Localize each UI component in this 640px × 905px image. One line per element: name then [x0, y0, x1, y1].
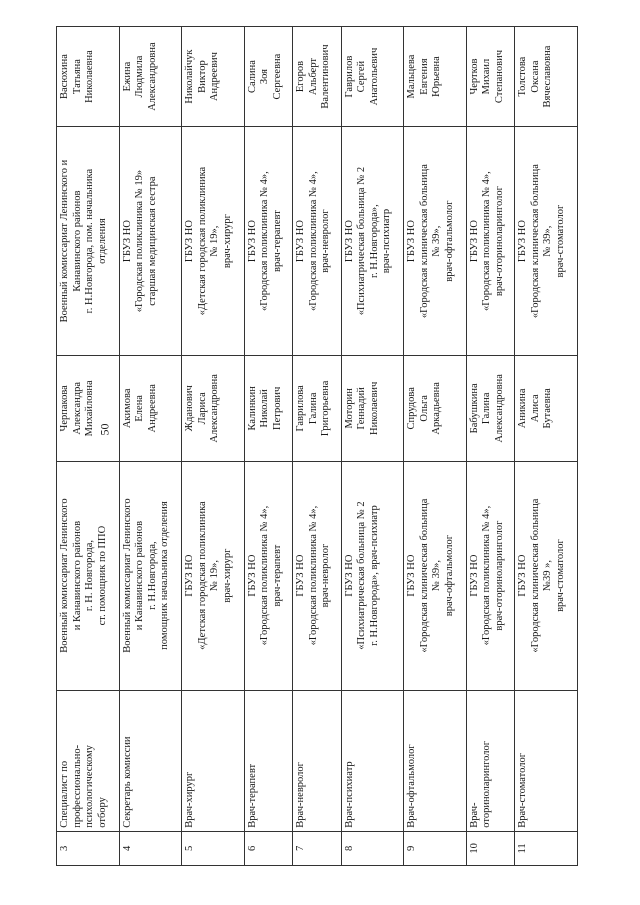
member-name-cell — [244, 356, 292, 462]
member-name-cell — [404, 356, 467, 462]
row-number: 8 — [341, 831, 404, 865]
reserve-organization-cell — [466, 127, 514, 356]
cell-line: ГБУЗ НО — [517, 220, 529, 263]
cell-line: врач-невролог — [320, 209, 332, 273]
cell-line: Акимова — [121, 388, 133, 429]
cell-line: оториноларинголог — [481, 740, 493, 828]
table-row — [182, 27, 245, 866]
cell-line: Гаврилова — [295, 385, 307, 432]
cell-line: врач-терапевт — [271, 210, 283, 272]
cell-line: Степанович — [493, 50, 505, 104]
cell-line: Анатольевич — [368, 47, 380, 106]
cell-line: ГБУЗ НО — [295, 220, 307, 263]
cell-line: Михаил — [481, 58, 493, 95]
cell-line: Александровна — [209, 374, 221, 443]
cell-line: отбору — [96, 797, 108, 828]
position-cell — [293, 690, 341, 831]
cell-line: Елена — [134, 395, 146, 422]
cell-line: врач-офтальмолог — [443, 200, 455, 282]
organization-cell — [57, 461, 120, 690]
cell-line: старшая медицинская сестра — [146, 176, 158, 306]
cell-line: врач-стоматолог — [554, 539, 566, 612]
row-number: 7 — [293, 831, 341, 865]
cell-line: Александровна — [146, 42, 158, 111]
table-row — [119, 27, 182, 866]
cell-line: Юрьевна — [431, 56, 443, 97]
position-cell — [119, 690, 182, 831]
row-number: 4 — [119, 831, 182, 865]
organization-cell — [466, 461, 514, 690]
cell-line: Ежина — [121, 61, 133, 92]
cell-line: Мальцева — [406, 54, 418, 99]
cell-line: ГБУЗ НО — [343, 220, 355, 263]
reserve-organization-cell — [341, 127, 404, 356]
member-name-cell — [57, 356, 120, 462]
cell-line: Зоя — [259, 68, 271, 85]
cell-line: Военный комиссариат Ленинского и — [59, 159, 70, 323]
cell-line: Врач-психиатр — [343, 761, 355, 828]
member-name-cell — [182, 356, 245, 462]
row-number: 5 — [182, 831, 245, 865]
cell-line: ГБУЗ НО — [246, 220, 258, 263]
reserve-name-cell — [244, 27, 292, 127]
cell-line: «Психиатрическая больница № 2 — [356, 501, 368, 650]
cell-line: Александра — [71, 382, 83, 435]
cell-line: Васюхина — [59, 54, 70, 100]
organization-cell — [244, 461, 292, 690]
table-row — [57, 27, 120, 866]
organization-cell — [293, 461, 341, 690]
position-cell — [244, 690, 292, 831]
cell-line: «Городская клиническая больница — [529, 164, 541, 319]
cell-line: Лариса — [196, 392, 208, 425]
cell-line: г. Н. Новгорода, — [84, 540, 95, 612]
organization-cell — [404, 461, 467, 690]
row-number: 3 — [57, 831, 120, 865]
cell-line: «Психиатрическая больница № 2 — [356, 166, 368, 316]
reserve-organization-cell — [515, 127, 578, 356]
cell-line: Алиса — [529, 394, 541, 423]
cell-line: Врач-хирург — [184, 771, 196, 828]
cell-line: ст. помощник по ППО — [96, 525, 108, 626]
cell-line: врач-офтальмолог — [443, 534, 455, 617]
cell-line: ГБУЗ НО — [468, 220, 480, 263]
cell-line: и Канавинского районов — [134, 520, 146, 631]
cell-line: Врач-стоматолог — [517, 752, 529, 828]
cell-line: психологическому — [84, 745, 95, 828]
page-number: 50 — [97, 423, 112, 436]
cell-line: ГБУЗ НО — [184, 220, 196, 263]
cell-line: Гаврилов — [343, 55, 355, 98]
cell-line: врач-невролог — [320, 543, 332, 608]
table-row — [466, 27, 514, 866]
cell-line: № 39», — [431, 225, 443, 257]
reserve-name-cell — [466, 27, 514, 127]
cell-line: Моторин — [343, 388, 355, 429]
reserve-name-cell — [293, 27, 341, 127]
reserve-organization-cell — [182, 127, 245, 356]
reserve-organization-cell — [57, 127, 120, 356]
cell-line: № 39», — [542, 225, 554, 257]
cell-line: «Городская поликлиника № 4», — [481, 505, 493, 646]
cell-line: Евгения — [418, 58, 430, 95]
reserve-organization-cell — [244, 127, 292, 356]
cell-line: Жданович — [184, 385, 196, 432]
cell-line: Черпакова — [59, 385, 70, 432]
cell-line: ГБУЗ НО — [468, 554, 480, 597]
cell-line: Галина — [307, 392, 319, 425]
reserve-organization-cell — [293, 127, 341, 356]
cell-line: Людмила — [134, 55, 146, 98]
reserve-name-cell — [119, 27, 182, 127]
position-cell — [341, 690, 404, 831]
organization-cell — [182, 461, 245, 690]
cell-line: врач-оториноларинголог — [493, 520, 505, 631]
row-number: 10 — [466, 831, 514, 865]
member-name-cell — [119, 356, 182, 462]
cell-line: Бабушкина — [468, 383, 480, 434]
cell-line: Оксана — [529, 60, 541, 93]
cell-line: г. Н.Новгорода, — [146, 541, 158, 610]
table-row — [515, 27, 578, 866]
cell-line: врач-психиатр — [381, 208, 393, 274]
cell-line: Михайловна — [84, 380, 95, 437]
member-name-cell — [466, 356, 514, 462]
reserve-name-cell — [404, 27, 467, 127]
cell-line: «Городская поликлиника № 4», — [307, 505, 319, 646]
row-number: 11 — [515, 831, 578, 865]
cell-line: «Городская поликлиника № 4», — [481, 171, 493, 311]
cell-line: Спрудова — [406, 387, 418, 430]
reserve-name-cell — [515, 27, 578, 127]
position-cell — [404, 690, 467, 831]
cell-line: «Городская поликлиника № 4», — [307, 171, 319, 311]
position-cell — [182, 690, 245, 831]
cell-line: врач-стоматолог — [554, 204, 566, 278]
cell-line: ГБУЗ НО — [406, 220, 418, 263]
reserve-name-cell — [57, 27, 120, 127]
reserve-organization-cell — [404, 127, 467, 356]
cell-line: ГБУЗ НО — [121, 220, 133, 263]
cell-line: Егоров — [295, 60, 307, 93]
cell-line: Толстова — [517, 56, 529, 97]
cell-line: и Канавинского районов — [71, 520, 83, 631]
cell-line: № 19», — [209, 225, 221, 257]
cell-line: № 19», — [209, 560, 221, 592]
member-name-cell — [515, 356, 578, 462]
table-row — [293, 27, 341, 866]
cell-line: ГБУЗ НО — [295, 554, 307, 597]
cell-line: г. Н.Новгорода, пом. начальника — [84, 168, 95, 314]
cell-line: Геннадий — [356, 387, 368, 430]
cell-line: врач-оториноларинголог — [493, 186, 505, 297]
cell-line: Специалист по — [59, 760, 70, 828]
cell-line: Андреевич — [209, 52, 221, 102]
cell-line: Николай — [259, 389, 271, 428]
cell-line: Татьяна — [71, 59, 83, 95]
cell-line: ГБУЗ НО — [246, 554, 258, 597]
cell-line: Военный комиссариат Ленинского — [121, 498, 133, 653]
cell-line: № 39», — [431, 560, 443, 592]
cell-line: Сергей — [356, 60, 368, 93]
cell-line: Врач-терапевт — [246, 763, 258, 828]
table-row — [244, 27, 292, 866]
cell-line: Вячеславовна — [542, 45, 554, 108]
reserve-organization-cell — [119, 127, 182, 356]
cell-line: Салина — [246, 60, 258, 94]
cell-line: ГБУЗ НО — [343, 554, 355, 597]
cell-line: Николаевна — [84, 50, 95, 103]
row-number: 9 — [404, 831, 467, 865]
cell-line: «Городская клиническая больница — [529, 498, 541, 653]
table-body — [57, 27, 578, 866]
cell-line: Чертков — [468, 58, 480, 95]
cell-line: Канавинского районов — [71, 190, 83, 292]
cell-line: «Городская клиническая больница — [418, 164, 430, 319]
cell-line: Андреевна — [146, 384, 158, 433]
cell-line: врач-хирург — [221, 548, 233, 603]
cell-line: «Городская поликлиника № 4», — [259, 171, 271, 311]
rotated-table-wrapper — [56, 26, 578, 866]
cell-line: Военный комиссариат Ленинского — [59, 498, 70, 653]
row-number: 6 — [244, 831, 292, 865]
cell-line: Валентинович — [320, 44, 332, 109]
cell-line: Ольга — [418, 395, 430, 422]
cell-line: Врач-офтальмолог — [406, 744, 418, 828]
cell-line: Врач- — [468, 802, 480, 828]
cell-line: Бутаевна — [542, 388, 554, 429]
organization-cell — [341, 461, 404, 690]
cell-line: врач-хирург — [221, 214, 233, 269]
cell-line: Александровна — [493, 374, 505, 443]
cell-line: Николайчук — [184, 49, 196, 104]
cell-line: Калинкин — [246, 386, 258, 431]
cell-line: отделения — [96, 218, 108, 264]
position-cell — [515, 690, 578, 831]
member-name-cell — [293, 356, 341, 462]
cell-line: ГБУЗ НО — [517, 554, 529, 597]
cell-line: «Городская клиническая больница — [418, 498, 430, 653]
commission-table — [56, 26, 578, 866]
cell-line: Григорьевна — [320, 380, 332, 437]
position-cell — [466, 690, 514, 831]
cell-line: «Городская поликлиника № 4», — [259, 505, 271, 646]
cell-line: Николаевич — [368, 381, 380, 435]
cell-line: ГБУЗ НО — [184, 554, 196, 597]
cell-line: Виктор — [196, 60, 208, 93]
cell-line: профессионально- — [71, 744, 83, 828]
member-name-cell — [341, 356, 404, 462]
cell-line: Аркадьевна — [431, 382, 443, 435]
organization-cell — [119, 461, 182, 690]
cell-line: Галина — [481, 392, 493, 425]
cell-line: Секретарь комиссии — [121, 736, 133, 828]
cell-line: Альберт — [307, 57, 319, 96]
cell-line: врач-терапевт — [271, 544, 283, 607]
cell-line: Аникина — [517, 388, 529, 429]
reserve-name-cell — [182, 27, 245, 127]
cell-line: «Детская городская поликлиника — [196, 166, 208, 316]
cell-line: Сергеевна — [271, 53, 283, 100]
cell-line: Врач-невролог — [295, 762, 307, 828]
cell-line: «Детская городская поликлиника — [196, 501, 208, 650]
cell-line: №39 », — [542, 560, 554, 592]
table-row — [341, 27, 404, 866]
cell-line: г. Н.Новгорода», врач-психиатр — [368, 505, 380, 646]
position-cell — [57, 690, 120, 831]
cell-line: «Городская поликлиника № 19» — [134, 169, 146, 313]
organization-cell — [515, 461, 578, 690]
cell-line: ГБУЗ НО — [406, 554, 418, 597]
cell-line: помощник начальника отделения — [159, 501, 171, 650]
cell-line: г. Н.Новгорода», — [368, 204, 380, 278]
reserve-name-cell — [341, 27, 404, 127]
table-row — [404, 27, 467, 866]
cell-line: Петрович — [271, 386, 283, 430]
